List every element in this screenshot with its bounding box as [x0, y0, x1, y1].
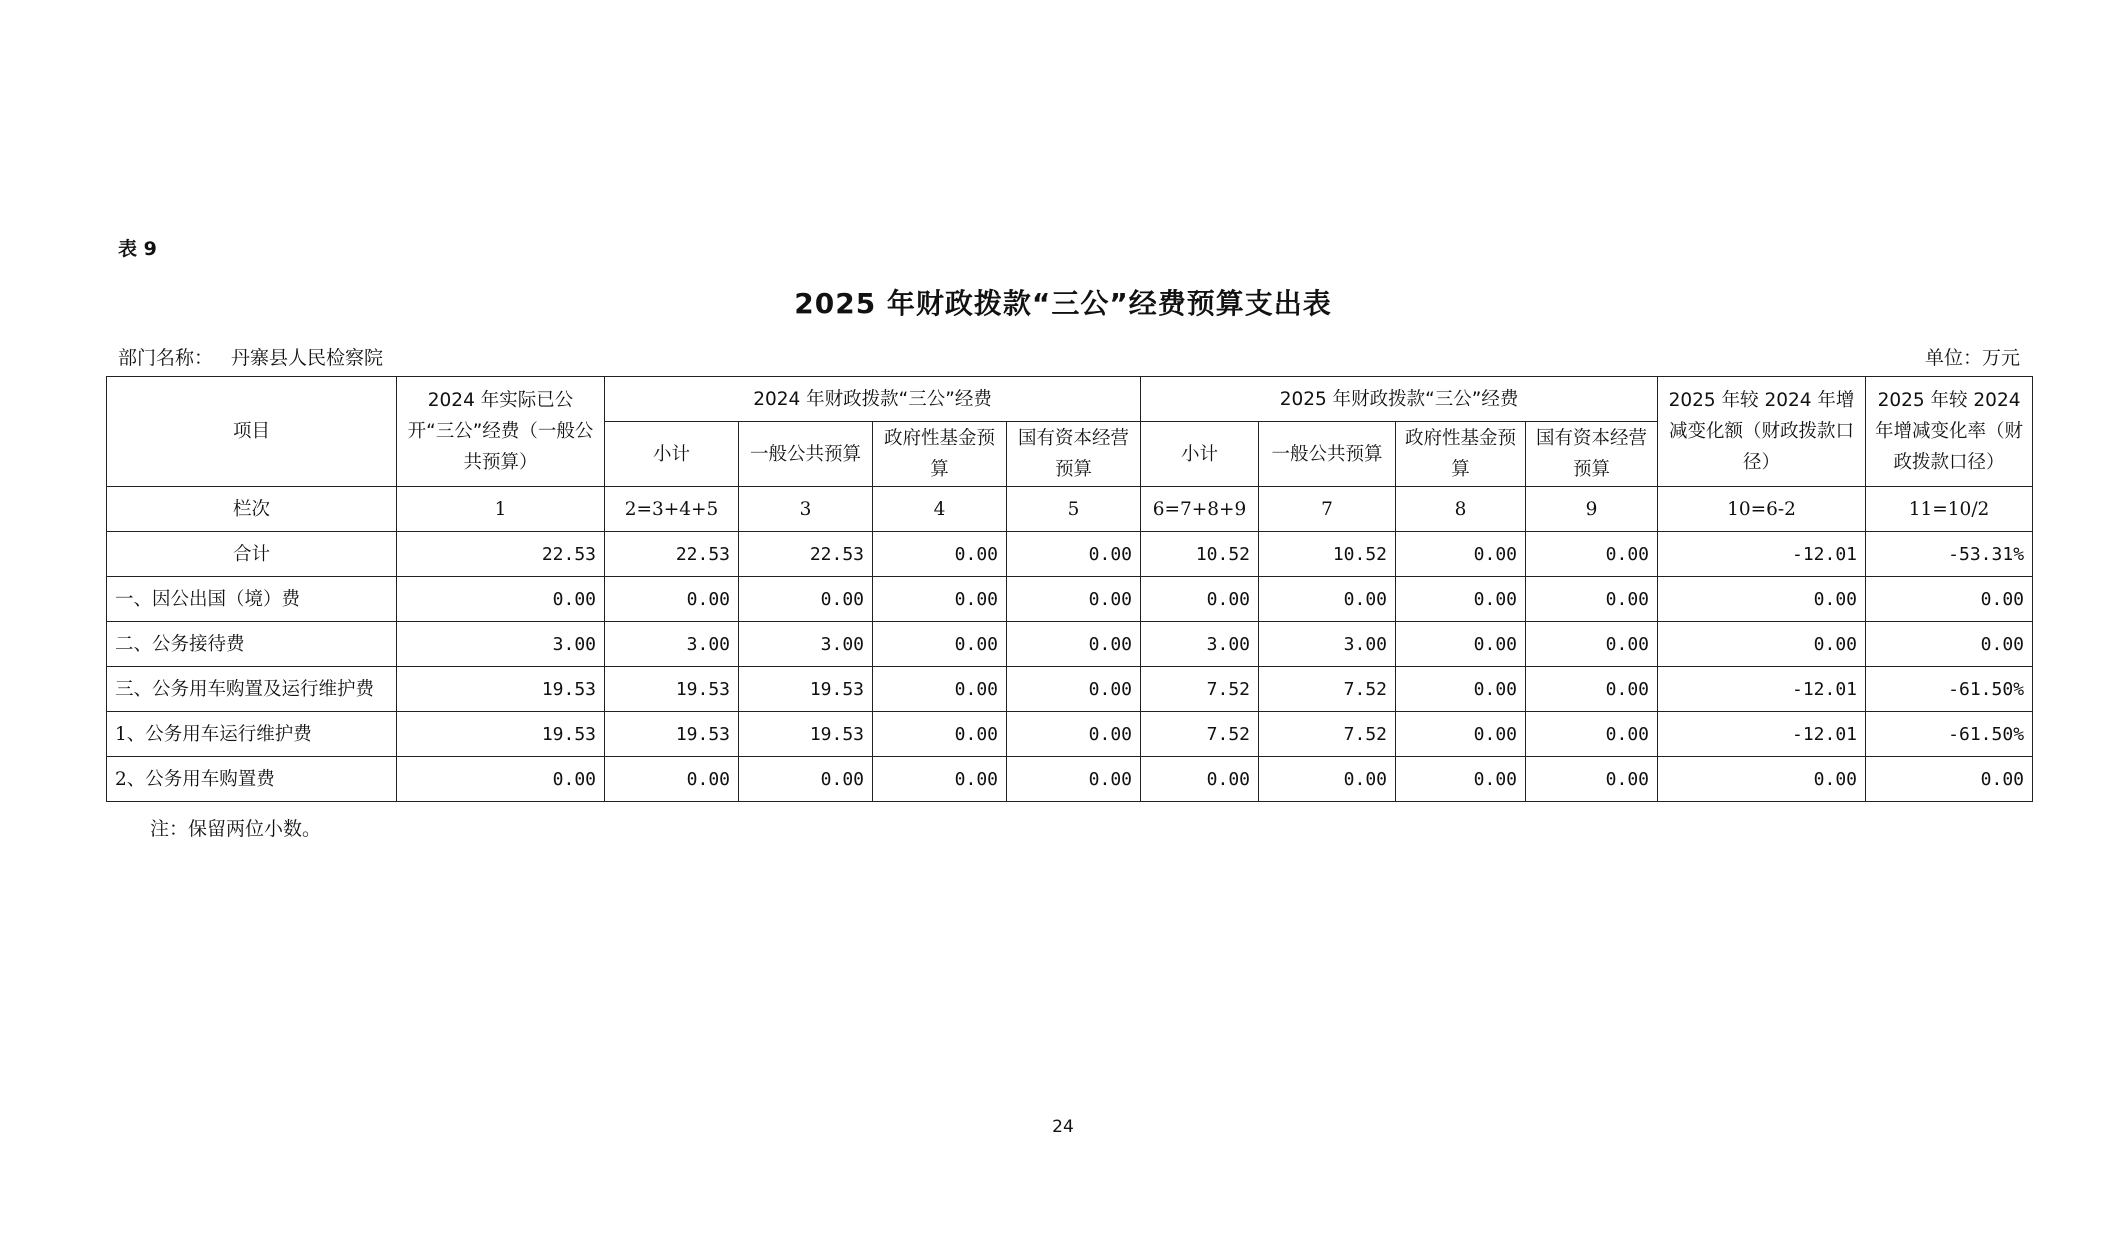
table-cell: 0.00 [397, 757, 605, 802]
table-cell: 7.52 [1259, 667, 1396, 712]
column-index-label: 栏次 [107, 487, 397, 532]
table-cell: 3.00 [1259, 622, 1396, 667]
department-line [118, 343, 383, 370]
unit-label: 单位：万元 [1924, 347, 2020, 369]
table-cell: 19.53 [397, 712, 605, 757]
table-cell: 0.00 [1259, 757, 1396, 802]
table-cell: 0.00 [1141, 577, 1259, 622]
table-cell: 0.00 [1396, 622, 1526, 667]
table-cell: 0.00 [739, 577, 873, 622]
table-cell: 3.00 [739, 622, 873, 667]
table-cell: 19.53 [739, 712, 873, 757]
table-cell: 0.00 [1866, 757, 2033, 802]
table-cell: 0.00 [1866, 577, 2033, 622]
table-cell: 0.00 [873, 667, 1007, 712]
table-cell: 0.00 [1007, 532, 1141, 577]
column-index-cell: 1 [397, 487, 605, 532]
header-row-1 [107, 377, 2033, 422]
row-label: 一、因公出国（境）费 [107, 577, 397, 622]
table-cell: 0.00 [397, 577, 605, 622]
header-2025-subtotal: 小计 [1141, 422, 1259, 487]
header-actual-2024: 2024 年实际已公开“三公”经费（一般公共预算） [397, 377, 605, 487]
table-cell: 0.00 [1658, 577, 1866, 622]
column-index-cell: 4 [873, 487, 1007, 532]
table-cell: 0.00 [1396, 577, 1526, 622]
table-cell: -53.31% [1866, 532, 2033, 577]
table-row [107, 757, 2033, 802]
table-cell: 0.00 [1396, 757, 1526, 802]
column-index-cell: 6=7+8+9 [1141, 487, 1259, 532]
table-cell: 0.00 [605, 757, 739, 802]
header-item: 项目 [107, 377, 397, 487]
table-cell: 19.53 [605, 712, 739, 757]
column-index-cell: 7 [1259, 487, 1396, 532]
table-cell: 3.00 [605, 622, 739, 667]
footnote: 注：保留两位小数。 [150, 818, 322, 840]
header-2025-fund-budget: 政府性基金预算 [1396, 422, 1526, 487]
table-cell: -12.01 [1658, 712, 1866, 757]
department-label: 部门名称： [118, 347, 214, 369]
table-cell: 3.00 [397, 622, 605, 667]
table-cell: 10.52 [1141, 532, 1259, 577]
header-2024-general-budget: 一般公共预算 [739, 422, 873, 487]
table-cell: 7.52 [1141, 712, 1259, 757]
row-label: 1、公务用车运行维护费 [107, 712, 397, 757]
table-cell: 0.00 [739, 757, 873, 802]
table-cell: 10.52 [1259, 532, 1396, 577]
table-cell: 0.00 [873, 577, 1007, 622]
header-change-rate: 2025 年较 2024 年增减变化率（财政拨款口径） [1866, 377, 2033, 487]
table-cell: 3.00 [1141, 622, 1259, 667]
column-index-cell: 10=6-2 [1658, 487, 1866, 532]
table-cell: 0.00 [873, 712, 1007, 757]
table-cell: 0.00 [1866, 622, 2033, 667]
table-row [107, 712, 2033, 757]
table-cell: 0.00 [1396, 712, 1526, 757]
table-row [107, 577, 2033, 622]
table-cell: 0.00 [1658, 622, 1866, 667]
department-name: 丹寨县人民检察院 [231, 347, 384, 369]
table-cell: 0.00 [1007, 667, 1141, 712]
table-label: 表 9 [118, 238, 157, 260]
table-cell: 0.00 [1526, 622, 1658, 667]
row-label: 三、公务用车购置及运行维护费 [107, 667, 397, 712]
column-index-cell: 11=10/2 [1866, 487, 2033, 532]
table-cell: 0.00 [1007, 577, 1141, 622]
table-cell: 22.53 [397, 532, 605, 577]
column-index-cell: 8 [1396, 487, 1526, 532]
table-cell: 0.00 [1396, 667, 1526, 712]
table-cell: 7.52 [1141, 667, 1259, 712]
header-2025-general-budget: 一般公共预算 [1259, 422, 1396, 487]
table-cell: 0.00 [1396, 532, 1526, 577]
table-cell: 0.00 [1007, 622, 1141, 667]
header-2024-state-capital-budget: 国有资本经营预算 [1007, 422, 1141, 487]
table-cell: 0.00 [1526, 757, 1658, 802]
table-row-total [107, 532, 2033, 577]
row-label: 二、公务接待费 [107, 622, 397, 667]
table-cell: -12.01 [1658, 667, 1866, 712]
page-number: 24 [1052, 1117, 1074, 1137]
table-cell: 0.00 [873, 532, 1007, 577]
table-row [107, 667, 2033, 712]
table-cell: 0.00 [1526, 667, 1658, 712]
table-cell: 22.53 [605, 532, 739, 577]
table-cell: 0.00 [1526, 577, 1658, 622]
table-cell: -61.50% [1866, 712, 2033, 757]
table-cell: 0.00 [1141, 757, 1259, 802]
table-cell: 19.53 [397, 667, 605, 712]
table-cell: 19.53 [605, 667, 739, 712]
table-cell: 0.00 [605, 577, 739, 622]
header-2024-subtotal: 小计 [605, 422, 739, 487]
table-cell: 22.53 [739, 532, 873, 577]
column-index-cell: 5 [1007, 487, 1141, 532]
table-cell: 0.00 [1259, 577, 1396, 622]
table-row [107, 622, 2033, 667]
table-cell: 7.52 [1259, 712, 1396, 757]
table-cell: 0.00 [1526, 532, 1658, 577]
table-cell: -12.01 [1658, 532, 1866, 577]
table-cell: 0.00 [1658, 757, 1866, 802]
budget-table [106, 376, 2033, 802]
header-group-2024: 2024 年财政拨款“三公”经费 [605, 377, 1141, 422]
header-2024-fund-budget: 政府性基金预算 [873, 422, 1007, 487]
header-2025-state-capital-budget: 国有资本经营预算 [1526, 422, 1658, 487]
table-cell: 0.00 [1526, 712, 1658, 757]
column-index-row [107, 487, 2033, 532]
header-change-amount: 2025 年较 2024 年增减变化额（财政拨款口径） [1658, 377, 1866, 487]
column-index-cell: 3 [739, 487, 873, 532]
column-index-cell: 9 [1526, 487, 1658, 532]
table-cell: -61.50% [1866, 667, 2033, 712]
table-cell: 0.00 [1007, 712, 1141, 757]
row-label: 2、公务用车购置费 [107, 757, 397, 802]
row-label: 合计 [107, 532, 397, 577]
table-cell: 0.00 [1007, 757, 1141, 802]
column-index-cell: 2=3+4+5 [605, 487, 739, 532]
header-group-2025: 2025 年财政拨款“三公”经费 [1141, 377, 1658, 422]
page-title: 2025 年财政拨款“三公”经费预算支出表 [794, 287, 1332, 320]
table-cell: 0.00 [873, 622, 1007, 667]
table-cell: 0.00 [873, 757, 1007, 802]
table-cell: 19.53 [739, 667, 873, 712]
